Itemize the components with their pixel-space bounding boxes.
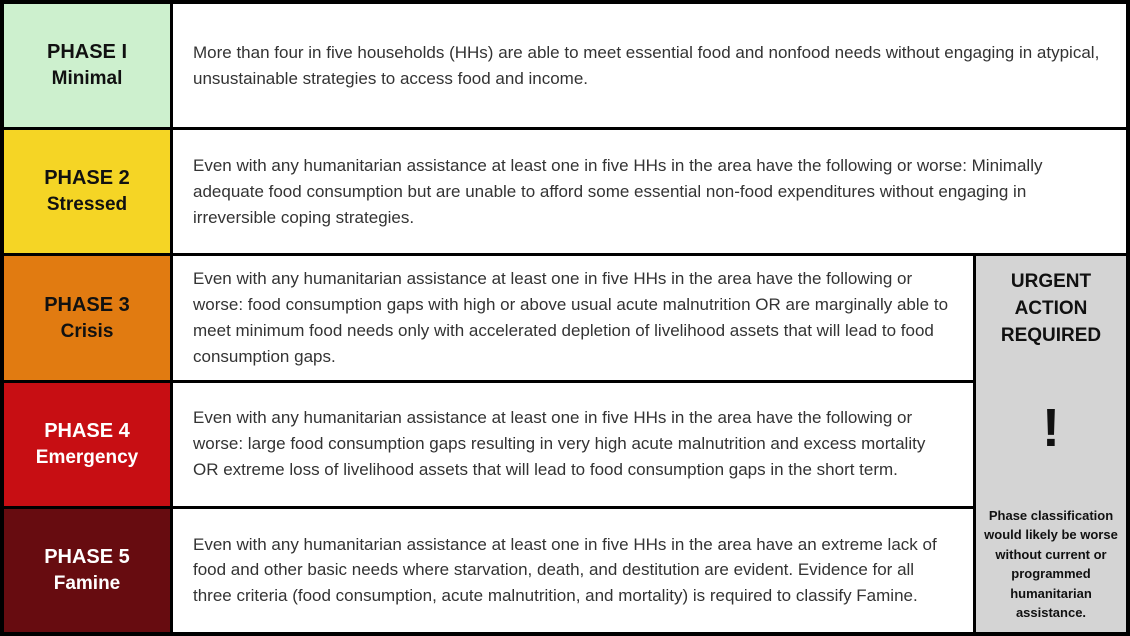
phase-5-description: Even with any humanitarian assistance at least one in five HHs in the area have an extreme lack of food and other basic needs where starvation, death, and destitution are evident. Evidence for all three criteria (food consumption, acute malnutrition, and mortality) is required to classify Famine. xyxy=(193,534,937,606)
phase-4-description-cell xyxy=(173,383,973,506)
phase-4-name: Emergency xyxy=(35,446,139,468)
phase-2-label-cell xyxy=(4,130,170,253)
urgent-action-note: Phase classification would likely be worse without current or programmed humanitarian assistance. xyxy=(984,507,1118,621)
phase-5-name: Famine xyxy=(53,573,121,595)
phase-5-label-cell xyxy=(4,509,170,632)
phase-4-description: Even with any humanitarian assistance at least one in five HHs in the area have the following or worse: large food consumption gaps resulting in very high acute malnutrition and excess mortality OR extreme loss of livelihood assets that will lead to food consumption gaps in the short term. xyxy=(193,408,926,480)
phase-2-title: PHASE 2 xyxy=(44,167,130,190)
phase-4-title: PHASE 4 xyxy=(44,419,130,442)
phase-3-label-cell xyxy=(4,256,170,379)
phase-3-description: Even with any humanitarian assistance at least one in five HHs in the area have the following or worse: food consumption gaps with high or above usual acute malnutrition OR are marginally able to meet minimum food needs only with accelerated depletion of livelihood assets that will lead to food consumption gaps. xyxy=(193,269,949,366)
phase-5-description-cell xyxy=(173,509,973,632)
phase-2-description: Even with any humanitarian assistance at least one in five HHs in the area have the following or worse: Minimally adequate food consumption but are unable to afford some essential non-food expenditures without engaging in irreversible coping strategies. xyxy=(193,156,1043,227)
phase-3-name: Crisis xyxy=(60,320,114,342)
phase-5-title: PHASE 5 xyxy=(44,546,130,569)
phase-1-name: Minimal xyxy=(51,68,123,90)
phase-2-description-cell xyxy=(173,130,1126,253)
phase-2-name: Stressed xyxy=(46,194,128,216)
exclamation-icon: ! xyxy=(1042,398,1060,459)
phase-1-label-cell xyxy=(4,4,170,127)
phase-4-label-cell xyxy=(4,383,170,506)
phase-3-description-cell xyxy=(173,256,973,379)
phase-1-title: PHASE I xyxy=(46,41,128,64)
phase-1-description-cell xyxy=(173,4,1126,127)
urgent-action-panel xyxy=(976,256,1126,632)
urgent-action-title: URGENT ACTION REQUIRED xyxy=(1000,271,1102,347)
phase-3-title: PHASE 3 xyxy=(44,293,130,316)
phase-1-description: More than four in five households (HHs) are able to meet essential food and nonfood needs without engaging in atypical, unsustainable strategies to access food and income. xyxy=(193,42,1100,88)
